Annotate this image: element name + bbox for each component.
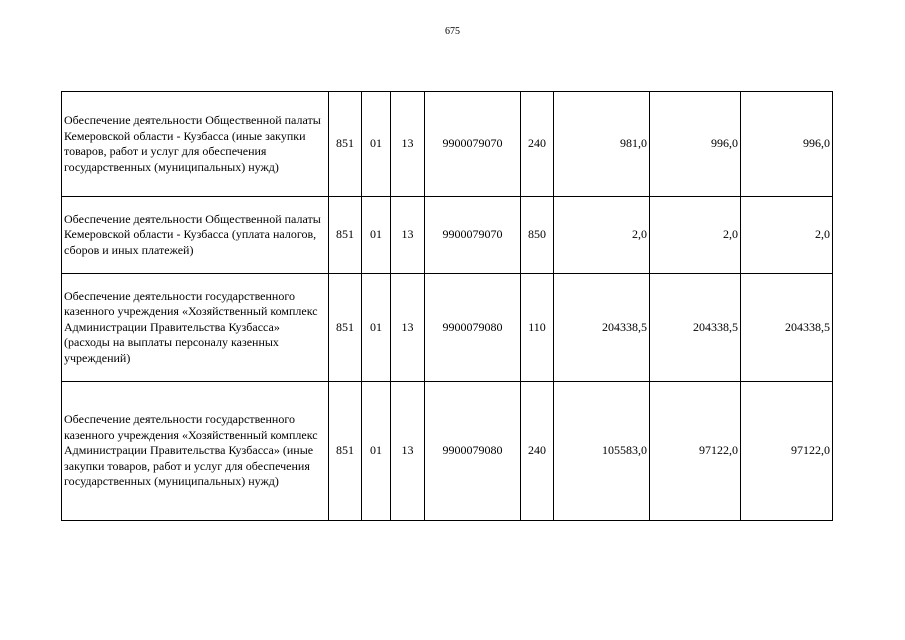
row-description: Обеспечение деятельности Общественной палаты Кемеровской области - Кузбасса (иные закупки товаров, работ и услуг для обеспечения государственных (муниципальных) нужд): [62, 92, 329, 197]
page-number: 675: [445, 26, 460, 37]
section-code: 01: [362, 197, 391, 274]
ministry-code: 851: [329, 197, 362, 274]
subsection-code: 13: [391, 92, 425, 197]
amount-3: 204338,5: [741, 274, 833, 382]
budget-table: [61, 91, 833, 521]
ministry-code: 851: [329, 382, 362, 521]
expense-type-code: 110: [521, 274, 554, 382]
target-article-code: 9900079080: [425, 274, 521, 382]
section-code: 01: [362, 92, 391, 197]
ministry-code: 851: [329, 274, 362, 382]
expense-type-code: 240: [521, 92, 554, 197]
table-row: [62, 382, 833, 521]
amount-2: 97122,0: [650, 382, 741, 521]
expense-type-code: 850: [521, 197, 554, 274]
amount-2: 2,0: [650, 197, 741, 274]
table-row: [62, 197, 833, 274]
amount-3: 97122,0: [741, 382, 833, 521]
amount-2: 996,0: [650, 92, 741, 197]
target-article-code: 9900079070: [425, 197, 521, 274]
expense-type-code: 240: [521, 382, 554, 521]
table-row: [62, 92, 833, 197]
subsection-code: 13: [391, 197, 425, 274]
table-row: [62, 274, 833, 382]
section-code: 01: [362, 274, 391, 382]
row-description: Обеспечение деятельности государственного казенного учреждения «Хозяйственный комплекс Администрации Правительства Кузбасса» (иные закупки товаров, работ и услуг для обеспечения государственных (муниципальных) нужд): [62, 382, 329, 521]
amount-1: 2,0: [554, 197, 650, 274]
target-article-code: 9900079070: [425, 92, 521, 197]
amount-3: 996,0: [741, 92, 833, 197]
section-code: 01: [362, 382, 391, 521]
ministry-code: 851: [329, 92, 362, 197]
subsection-code: 13: [391, 274, 425, 382]
target-article-code: 9900079080: [425, 382, 521, 521]
amount-1: 981,0: [554, 92, 650, 197]
subsection-code: 13: [391, 382, 425, 521]
amount-3: 2,0: [741, 197, 833, 274]
amount-1: 204338,5: [554, 274, 650, 382]
amount-1: 105583,0: [554, 382, 650, 521]
row-description: Обеспечение деятельности Общественной палаты Кемеровской области - Кузбасса (уплата налогов, сборов и иных платежей): [62, 197, 329, 274]
row-description: Обеспечение деятельности государственного казенного учреждения «Хозяйственный комплекс Администрации Правительства Кузбасса» (расходы на выплаты персоналу казенных учреждений): [62, 274, 329, 382]
amount-2: 204338,5: [650, 274, 741, 382]
